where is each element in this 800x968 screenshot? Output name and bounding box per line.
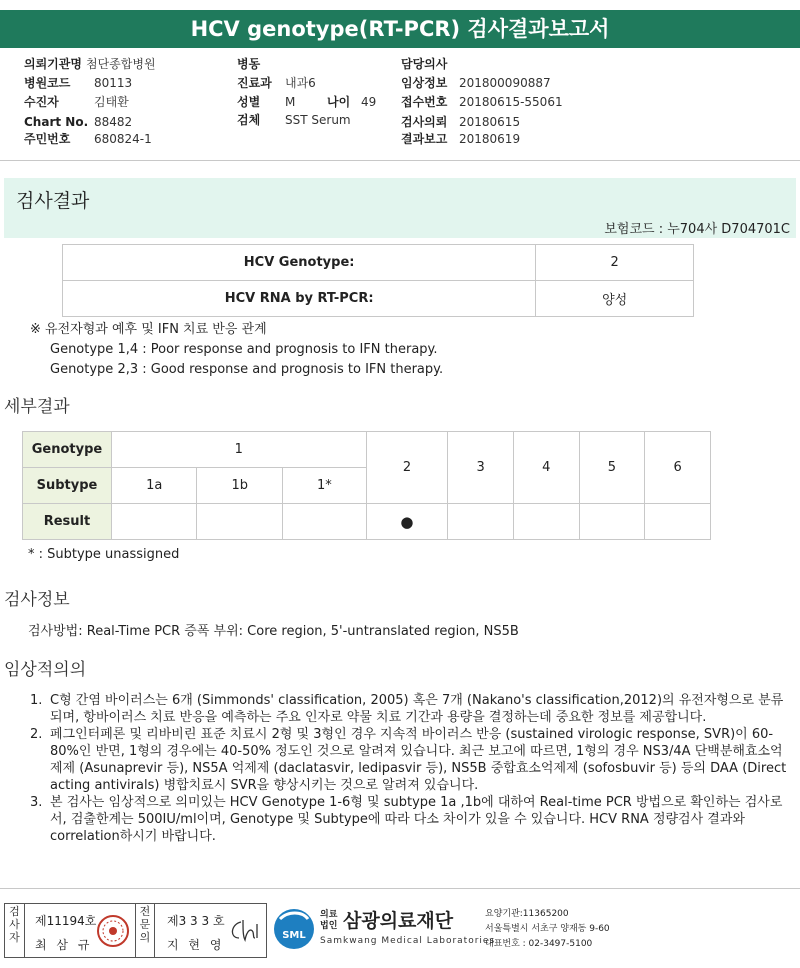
sex-value: M	[285, 95, 296, 109]
specialist-license: 제3 3 3 호	[167, 914, 225, 928]
item-text: C형 간염 바이러스는 6개 (Simmonds' classification, 2005) 혹은 7개 (Nakano's classification,2012)의 유전자형으로 분류되며, 항바이러스 치료 반응을 예측하는 주요 인자로 약물 치료 기간과 용량을 결정하는데 중요한 정보를 제공합니다.	[50, 693, 784, 725]
logo-text: SML	[282, 930, 306, 941]
item-text: 페그인터페론 및 리바비린 표준 치료시 2형 및 3형인 경우 지속적 바이러스 반응 (sustained virologic response, SVR)이 60-80%인 반면, 1형의 경우에는 40-50% 정도인 것으로 알려져 있습니다. 최근 보고에 따르면, 1형의 경우 NS3/4A 단백분해효소억제제 (Asunaprevir 등), NS5A 억제제 (daclatasvir, ledipasvir 등), NS5B 중합효소억제제 (sofosbuvir 등) 등의 DAA (Direct acting antivirals) 병합치료시 SVR을 향상시키는 것으로 알려져 있습니다.	[50, 727, 787, 793]
patient-info	[0, 54, 800, 158]
table-row	[63, 245, 694, 281]
genotype-3-cell: 3	[448, 432, 514, 504]
ward-label: 병동	[237, 57, 261, 71]
report-date-value: 20180619	[459, 132, 521, 146]
insurance-code: 보험코드 : 누704사 D704701C	[604, 222, 790, 237]
recipient-value: 김태환	[94, 95, 129, 109]
org-code: 요양기관:11365200	[485, 909, 569, 919]
signature-box	[4, 903, 267, 958]
summary-key: HCV RNA by RT-PCR:	[63, 281, 536, 317]
signature-icon	[227, 916, 261, 946]
genotype-notes	[30, 320, 443, 380]
result-cell	[579, 504, 645, 540]
rrn-value: 680824-1	[94, 132, 152, 146]
subtype-1x-cell: 1*	[283, 468, 367, 504]
org-prefix: 의료법인	[320, 910, 338, 931]
notes-line: Genotype 2,3 : Good response and prognosis to IFN therapy.	[50, 362, 444, 377]
genotype-4-cell: 4	[513, 432, 579, 504]
subtype-footnote: * : Subtype unassigned	[28, 547, 180, 562]
age-label: 나이	[327, 95, 351, 109]
result-cell	[366, 504, 448, 540]
summary-key: HCV Genotype:	[63, 245, 536, 281]
summary-value: 양성	[536, 281, 694, 317]
organization-block	[272, 903, 798, 958]
footer-divider	[0, 888, 800, 889]
org-contact	[485, 907, 610, 952]
subtype-row-header: Subtype	[23, 468, 112, 504]
specialist-name: 지 현 영	[167, 938, 225, 952]
item-text: 본 검사는 임상적으로 의미있는 HCV Genotype 1-6형 및 subtype 1a ,1b에 대하여 Real-time PCR 방법으로 확인하는 검사로서, 검출한계는 500IU/ml이며, Genotype 및 Subtype에 따라 다소 차이가 있을 수 있습니다. HCV RNA 정량검사 결과와 correlation하시기 바랍니다.	[50, 795, 783, 844]
clinical-info-label: 임상정보	[401, 76, 448, 90]
result-cell	[197, 504, 283, 540]
notes-line: Genotype 1,4 : Poor response and prognosis to IFN therapy.	[50, 342, 438, 357]
notes-title: ※ 유전자형과 예후 및 IFN 치료 반응 관계	[30, 322, 267, 337]
hospital-code-value: 80113	[94, 76, 133, 90]
genotype-6-cell: 6	[645, 432, 711, 504]
hospital-code-label: 병원코드	[24, 76, 71, 90]
genotype-row-header: Genotype	[23, 432, 112, 468]
item-number: 3.	[30, 795, 43, 810]
info-divider	[0, 160, 800, 161]
institution-value: 첨단종합병원	[86, 57, 156, 71]
org-name: 삼광의료재단	[343, 910, 454, 932]
result-cell	[283, 504, 367, 540]
age-value: 49	[361, 95, 377, 109]
genotype-5-cell: 5	[579, 432, 645, 504]
result-cell	[645, 504, 711, 540]
specialist-vertical-label: 전문의	[135, 904, 155, 957]
receipt-label: 접수번호	[401, 95, 448, 109]
tester-license: 제11194호	[35, 914, 97, 928]
report-date-label: 결과보고	[401, 132, 448, 146]
specimen-label: 검체	[237, 113, 261, 127]
summary-table	[62, 244, 694, 317]
result-cell	[448, 504, 514, 540]
item-number: 1.	[30, 693, 43, 708]
detail-table	[22, 431, 711, 540]
institution-label: 의뢰기관명	[24, 57, 82, 71]
dept-label: 진료과	[237, 76, 272, 90]
method-heading: 검사정보	[4, 590, 70, 610]
org-phone: 대표번호 : 02-3497-5100	[485, 939, 593, 949]
seal-stamp-icon	[96, 914, 130, 948]
result-cell	[111, 504, 197, 540]
table-row	[23, 432, 711, 468]
chart-value: 88482	[94, 115, 133, 129]
subtype-1b-cell: 1b	[197, 468, 283, 504]
list-item	[30, 726, 792, 794]
detail-heading: 세부결과	[4, 397, 70, 417]
dept-value: 내과6	[285, 76, 316, 90]
method-text: 검사방법: Real-Time PCR 증폭 부위: Core region, 5'-untranslated region, NS5B	[28, 624, 519, 639]
sex-label: 성별	[237, 95, 261, 109]
result-heading: 검사결과	[16, 190, 90, 212]
clinical-info-value: 201800090887	[459, 76, 551, 90]
doctor-label: 담당의사	[401, 57, 448, 71]
item-number: 2.	[30, 727, 43, 742]
table-row	[23, 504, 711, 540]
chart-label: Chart No.	[24, 115, 89, 129]
clinical-heading: 임상적의의	[4, 660, 87, 680]
table-row	[63, 281, 694, 317]
result-row-header: Result	[23, 504, 112, 540]
genotype-2-cell: 2	[366, 432, 448, 504]
list-item	[30, 794, 792, 845]
sml-logo-icon	[272, 905, 316, 955]
summary-value: 2	[536, 245, 694, 281]
request-date-value: 20180615	[459, 115, 521, 129]
result-marker-icon: ●	[400, 512, 414, 531]
result-cell	[513, 504, 579, 540]
tester-name: 최 삼 규	[35, 938, 93, 952]
org-address: 서울특별시 서초구 양재동 9-60	[485, 924, 610, 934]
report-title: HCV genotype(RT-PCR) 검사결과보고서	[0, 10, 800, 48]
recipient-label: 수진자	[24, 95, 59, 109]
genotype-1-cell: 1	[111, 432, 366, 468]
clinical-list	[30, 692, 792, 845]
rrn-label: 주민번호	[24, 132, 71, 146]
receipt-value: 20180615-55061	[459, 95, 563, 109]
list-item	[30, 692, 792, 726]
specimen-value: SST Serum	[285, 113, 351, 127]
org-english-name: Samkwang Medical Laboratories	[320, 936, 496, 946]
tester-vertical-label: 검사자	[5, 904, 25, 957]
subtype-1a-cell: 1a	[111, 468, 197, 504]
request-date-label: 검사의뢰	[401, 115, 448, 129]
